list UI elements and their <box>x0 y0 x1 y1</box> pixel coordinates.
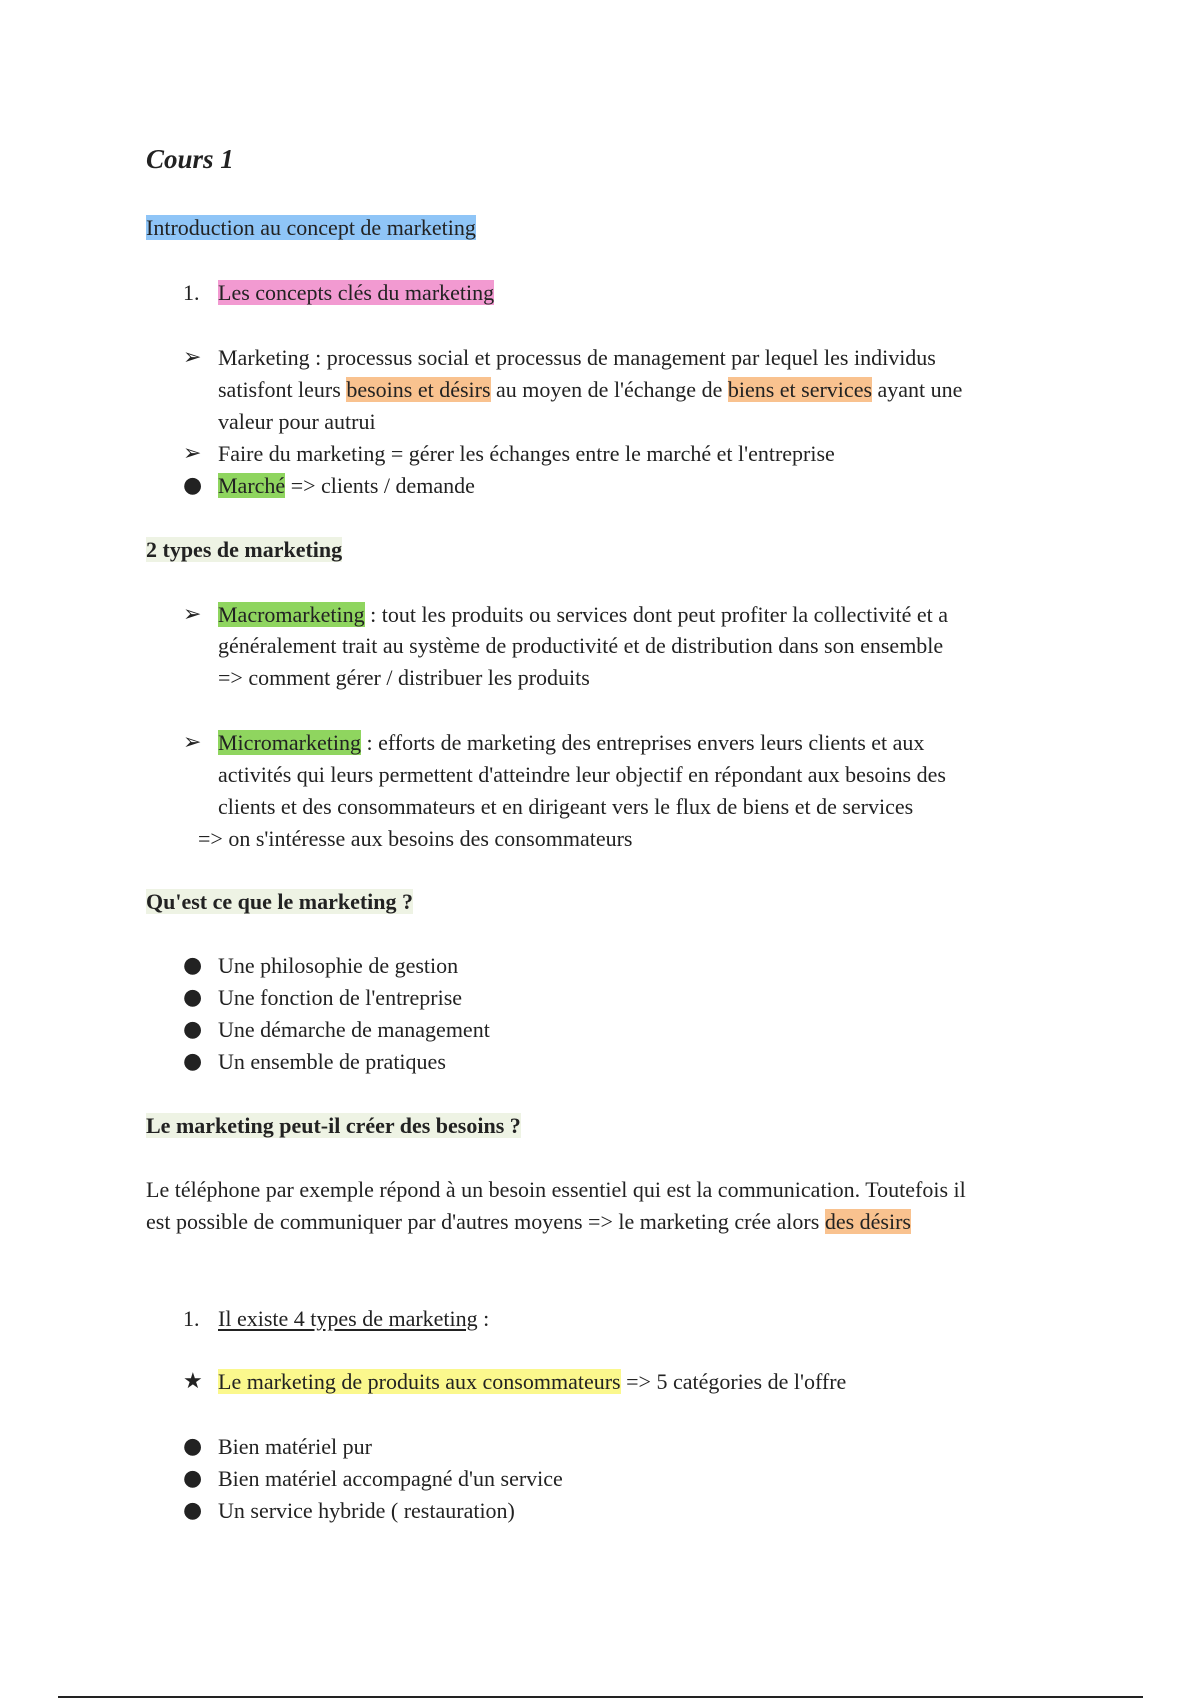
micro-line2: activités qui leurs permettent d'atteindre leur objectif en répondant aux besoins des <box>218 762 946 787</box>
text-fragment: satisfont leurs <box>218 377 347 402</box>
bullet-icon: ● <box>183 473 203 498</box>
highlight-macromarketing: Macromarketing <box>218 602 365 627</box>
text-fragment: : efforts de marketing des entreprises envers leurs clients et aux <box>360 730 925 755</box>
bullet-icon: ● <box>183 1498 203 1523</box>
types-heading-text: 2 types de marketing <box>146 537 343 562</box>
macro-line3: => comment gérer / distribuer les produits <box>218 665 590 690</box>
bullet-icon: ● <box>183 1017 203 1042</box>
arrow-bullet-icon: ➢ <box>183 345 202 370</box>
bullet-icon: ● <box>183 1434 203 1459</box>
what-item: Une démarche de management <box>218 1017 490 1042</box>
types-heading <box>146 534 342 566</box>
arrow-bullet-icon: ➢ <box>183 602 202 627</box>
marketing-definition-line2 <box>218 374 962 406</box>
needs-heading-text: Le marketing peut-il créer des besoins ? <box>146 1113 521 1138</box>
intro-heading <box>146 212 476 244</box>
what-item: Une philosophie de gestion <box>218 953 459 978</box>
highlight-produits-consommateurs: Le marketing de produits aux consommateurs <box>218 1369 621 1394</box>
section2-number: 1. <box>183 1306 200 1331</box>
bullet-icon: ● <box>183 953 203 978</box>
what-heading-text: Qu'est ce que le marketing ? <box>146 889 414 914</box>
star-item <box>218 1366 846 1398</box>
what-item: Une fonction de l'entreprise <box>218 985 463 1010</box>
needs-line1: Le téléphone par exemple répond à un besoin essentiel qui est la communication. Toutefois il <box>146 1177 966 1202</box>
highlight-marche: Marché <box>218 473 286 498</box>
highlight-micromarketing: Micromarketing <box>218 730 361 755</box>
text-fragment: => clients / demande <box>285 473 475 498</box>
text-fragment: : <box>477 1306 490 1331</box>
section2-heading-text: Il existe 4 types de marketing <box>218 1306 478 1331</box>
needs-line2 <box>146 1206 911 1238</box>
macro-line2: généralement trait au système de productivité et de distribution dans son ensemble <box>218 633 944 658</box>
macro-line1 <box>218 599 948 631</box>
what-item: Un ensemble de pratiques <box>218 1049 446 1074</box>
bullet-icon: ● <box>183 985 203 1010</box>
offer-item: Bien matériel accompagné d'un service <box>218 1466 563 1491</box>
intro-heading-text: Introduction au concept de marketing <box>146 215 476 240</box>
text-fragment: => 5 catégories de l'offre <box>620 1369 847 1394</box>
page-title: Cours 1 <box>146 144 234 174</box>
highlight-des-desirs: des désirs <box>824 1209 911 1234</box>
section1-heading <box>218 277 494 309</box>
star-icon: ★ <box>183 1369 203 1394</box>
bullet-icon: ● <box>183 1466 203 1491</box>
offer-item: Un service hybride ( restauration) <box>218 1498 515 1523</box>
highlight-biens-services: biens et services <box>727 377 873 402</box>
marche-line <box>218 470 475 502</box>
text-fragment: : tout les produits ou services dont peut profiter la collectivité et a <box>364 602 949 627</box>
arrow-bullet-icon: ➢ <box>183 730 202 755</box>
marketing-definition-line1: Marketing : processus social et processus de management par lequel les individus <box>218 345 936 370</box>
section1-number: 1. <box>183 280 200 305</box>
what-heading <box>146 886 413 918</box>
section2-heading <box>218 1303 489 1335</box>
offer-item: Bien matériel pur <box>218 1434 372 1459</box>
faire-marketing-line: Faire du marketing = gérer les échanges entre le marché et l'entreprise <box>218 441 835 466</box>
text-fragment: ayant une <box>872 377 963 402</box>
bottom-divider <box>58 1696 1143 1698</box>
bullet-icon: ● <box>183 1049 203 1074</box>
arrow-bullet-icon: ➢ <box>183 441 202 466</box>
micro-line1 <box>218 727 924 759</box>
section1-heading-text: Les concepts clés du marketing <box>218 280 495 305</box>
text-fragment: est possible de communiquer par d'autres moyens => le marketing crée alors <box>146 1209 825 1234</box>
highlight-besoins-desirs: besoins et désirs <box>346 377 491 402</box>
micro-line3: clients et des consommateurs et en dirigeant vers le flux de biens et de services <box>218 794 914 819</box>
marketing-definition-line3: valeur pour autrui <box>218 409 376 434</box>
micro-line4: => on s'intéresse aux besoins des consommateurs <box>198 826 633 851</box>
text-fragment: au moyen de l'échange de <box>490 377 728 402</box>
needs-heading <box>146 1110 521 1142</box>
